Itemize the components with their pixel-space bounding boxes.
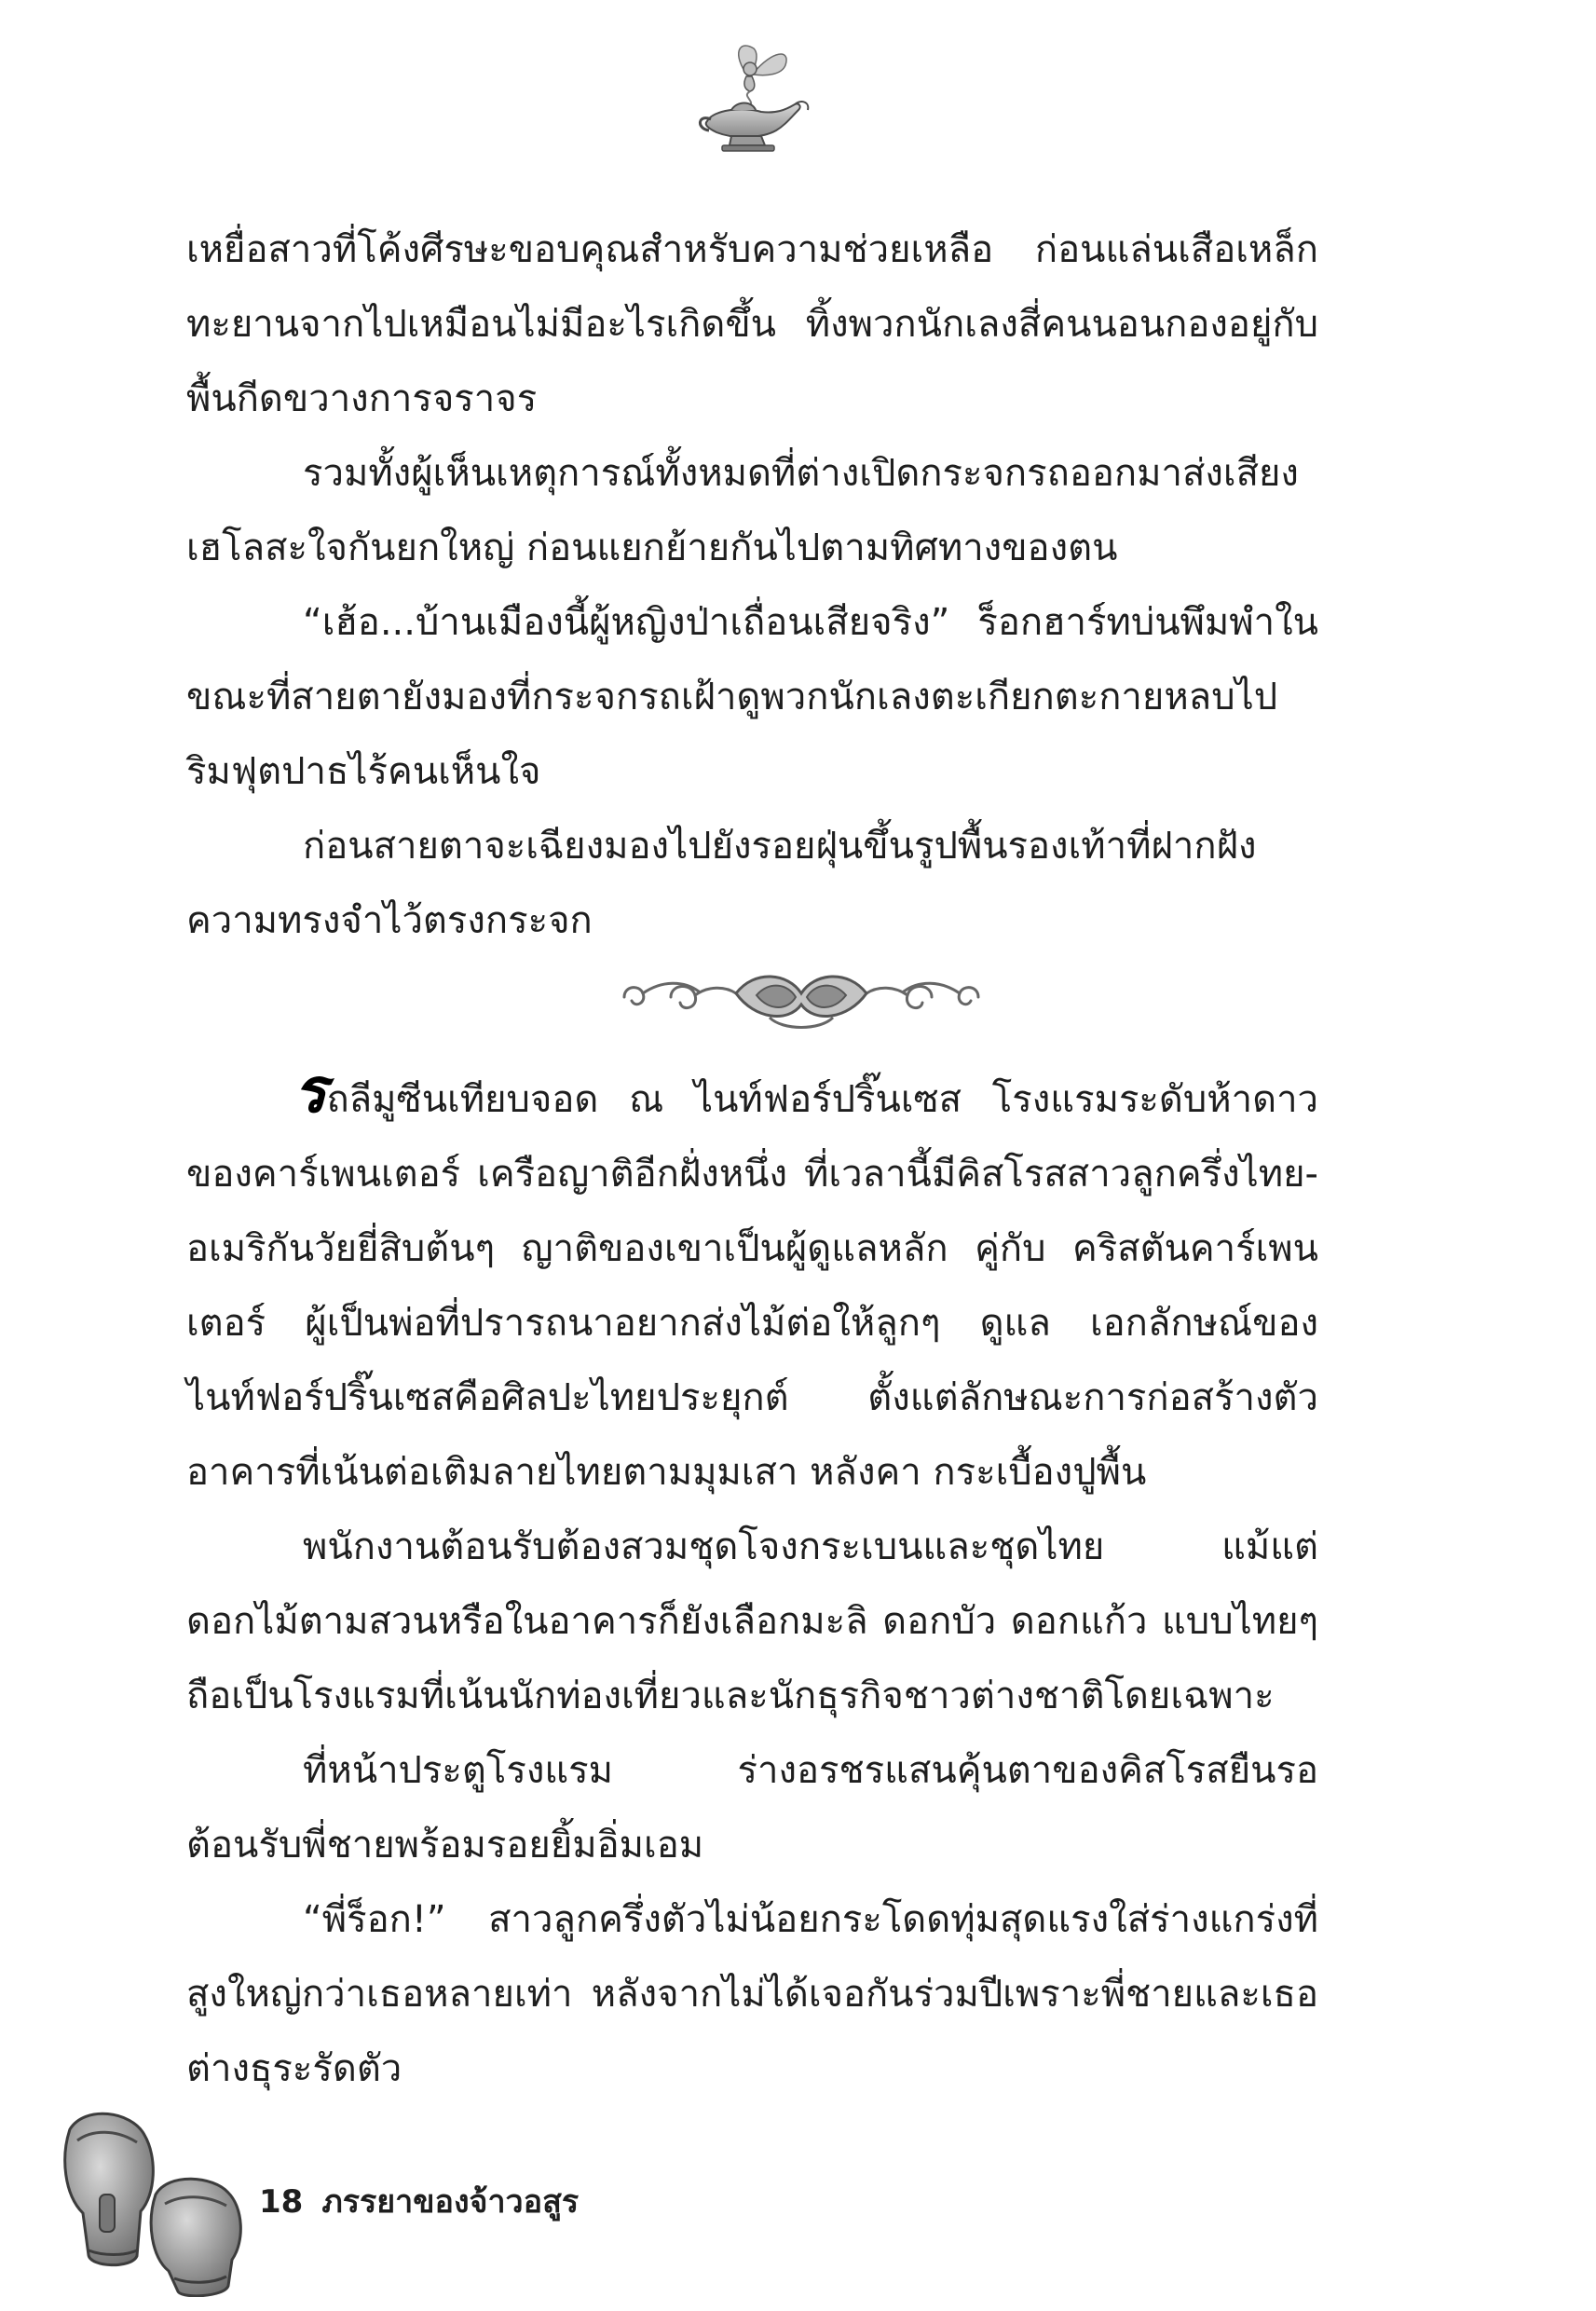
paragraph: “เฮ้อ...บ้านเมืองนี้ผู้หญิงป่าเถื่อนเสียจริง” ร็อกฮาร์ทบ่นพึมพำในขณะที่สายตายังมองที่กระจกรถเฝ้าดูพวกนักเลงตะเกียกตะกายหลบไปริมฟุตปาธไร้คนเห็นใจ: [186, 601, 1318, 793]
paragraph: พนักงานต้อนรับต้องสวมชุดโจงกระเบนและชุดไทย แม้แต่ดอกไม้ตามสวนหรือในอาคารก็ยังเลือกมะลิ ดอกบัว ดอกแก้ว แบบไทยๆ ถือเป็นโรงแรมที่เน้นนักท่องเที่ยวและนักธุรกิจชาวต่างชาติโดยเฉพาะ: [186, 1525, 1318, 1717]
paragraph: [186, 1054, 1318, 1510]
scroll-divider-icon: [606, 952, 997, 1042]
paragraph: รวมทั้งผู้เห็นเหตุการณ์ทั้งหมดที่ต่างเปิดกระจกรถออกมาส่งเสียงเฮโลสะใจกันยกใหญ่ ก่อนแยกย้ายกันไปตามทิศทางของตน: [186, 452, 1299, 569]
paragraph: ที่หน้าประตูโรงแรม ร่างอรชรแสนคุ้นตาของคิสโรสยืนรอต้อนรับพี่ชายพร้อมรอยยิ้มอิ่มเอม: [186, 1749, 1318, 1867]
text-section-1: [186, 212, 1318, 958]
lamp-fairy-icon: [694, 35, 815, 155]
text-section-2: [186, 1054, 1318, 2106]
boxing-gloves-icon: [51, 2092, 247, 2297]
paragraph: ก่อนสายตาจะเฉียงมองไปยังรอยฝุ่นขึ้นรูปพื้นรองเท้าที่ฝากฝังความทรงจำไว้ตรงกระจก: [186, 825, 1257, 942]
page-footer: [259, 2179, 597, 2225]
paragraph: “พี่ร็อก!” สาวลูกครึ่งตัวไม่น้อยกระโดดทุ่มสุดแรงใส่ร่างแกร่งที่สูงใหญ่กว่าเธอหลายเท่า หลังจากไม่ได้เจอกันร่วมปีเพราะพี่ชายและเธอต่างธุระรัดตัว: [186, 1898, 1318, 2090]
page-number: 18: [259, 2183, 304, 2221]
paragraph-text: ถลีมูซีนเทียบจอด ณ ไนท์ฟอร์ปริ๊นเซส โรงแรมระดับห้าดาวของคาร์เพนเตอร์ เครือญาติอีกฝั่งหนึ่ง ที่เวลานี้มีคิสโรสสาวลูกครึ่งไทย-อเมริกันวัยยี่สิบต้นๆ ญาติของเขาเป็นผู้ดูแลหลัก คู่กับ คริสตันคาร์เพนเตอร์ ผู้เป็นพ่อที่ปรารถนาอยากส่งไม้ต่อให้ลูกๆ ดูแล เอกลักษณ์ของไนท์ฟอร์ปริ๊นเซสคือศิลปะไทยประยุกต์ ตั้งแต่ลักษณะการก่อสร้างตัวอาคารที่เน้นต่อเติมลายไทยตามมุมเสา หลังคา กระเบื้องปูพื้น: [186, 1078, 1318, 1494]
drop-cap: ร: [293, 1054, 327, 1127]
paragraph: เหยื่อสาวที่โค้งศีรษะขอบคุณสำหรับความช่วยเหลือ ก่อนแล่นเสือเหล็กทะยานจากไปเหมือนไม่มีอะไรเกิดขึ้น ทิ้งพวกนักเลงสี่คนนอนกองอยู่กับพื้นกีดขวางการจราจร: [186, 228, 1318, 420]
book-title: ภรรยาของจ้าวอสูร: [321, 2183, 580, 2221]
